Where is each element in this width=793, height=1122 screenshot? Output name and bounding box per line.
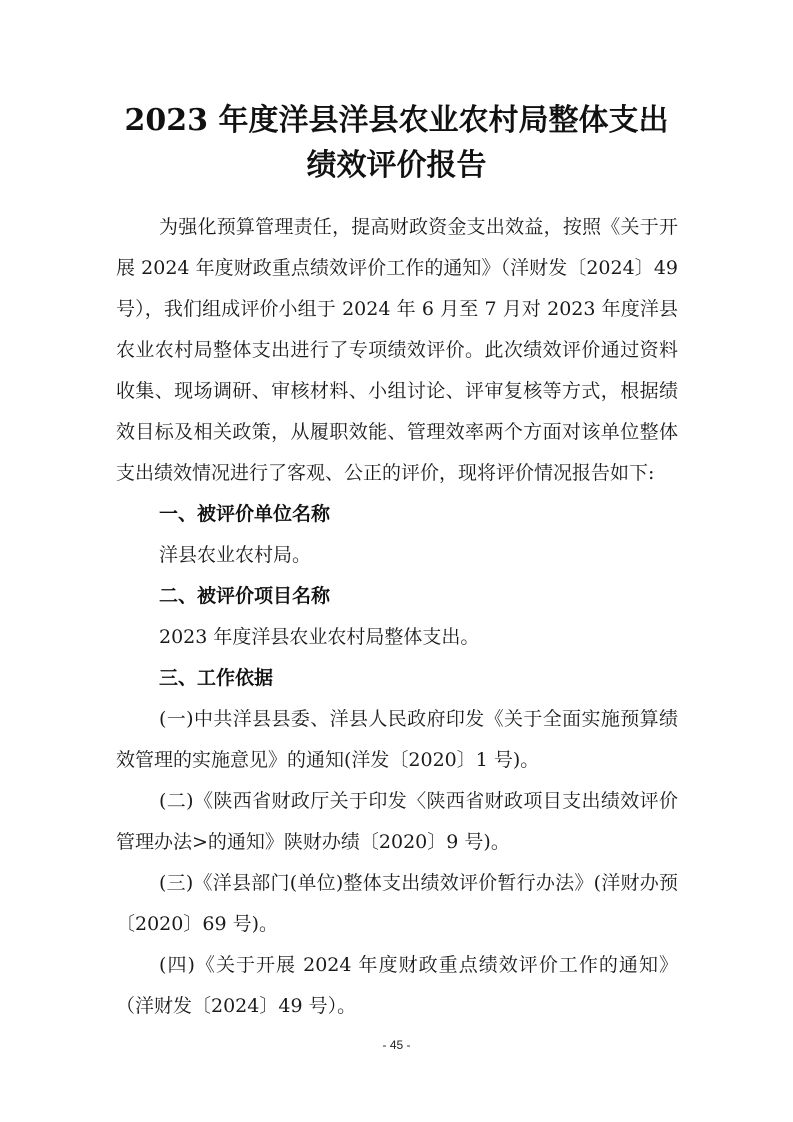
section-heading-2: 二、被评价项目名称	[159, 585, 331, 607]
section-heading-1: 一、被评价单位名称	[159, 503, 331, 525]
basis-item-2: (二)《陕西省财政厅关于印发〈陕西省财政项目支出绩效评价管理办法>的通知》陕财办绩〔2020〕9 号)。	[116, 790, 678, 853]
section-text-2: 2023 年度洋县农业农村局整体支出。	[159, 626, 480, 648]
basis-item-3: (三)《洋县部门(单位)整体支出绩效评价暂行办法》(洋财办预〔2020〕69 号)。	[116, 872, 678, 935]
basis-item-4: (四)《关于开展 2024 年度财政重点绩效评价工作的通知》（洋财发〔2024〕49 号）。	[116, 954, 678, 1017]
page-number: - 45 -	[382, 1038, 411, 1052]
intro-paragraph: 为强化预算管理责任，提高财政资金支出效益，按照《关于开展 2024 年度财政重点绩效评价工作的通知》（洋财发〔2024〕49 号），我们组成评价小组于 2024 年 6 月至 7 月对 2023 年度洋县农业农村局整体支出进行了专项绩效评价。此次绩效评价通过资料收集、现场调研、审核材料、小组讨论、评审复核等方式，根据绩效目标及相关政策，从履职效能、管理效率两个方面对该单位整体支出绩效情况进行了客观、公正的评价，现将评价情况报告如下:	[116, 216, 678, 484]
basis-item-1: (一)中共洋县县委、洋县人民政府印发《关于全面实施预算绩效管理的实施意见》的通知(洋发〔2020〕1 号)。	[116, 708, 678, 771]
report-title-line-2: 绩效评价报告	[306, 148, 487, 183]
report-body	[116, 207, 678, 1027]
section-heading-3: 三、工作依据	[159, 667, 274, 689]
section-text-1: 洋县农业农村局。	[159, 544, 312, 566]
report-title-line-1: 2023 年度洋县洋县农业农村局整体支出	[124, 103, 669, 138]
